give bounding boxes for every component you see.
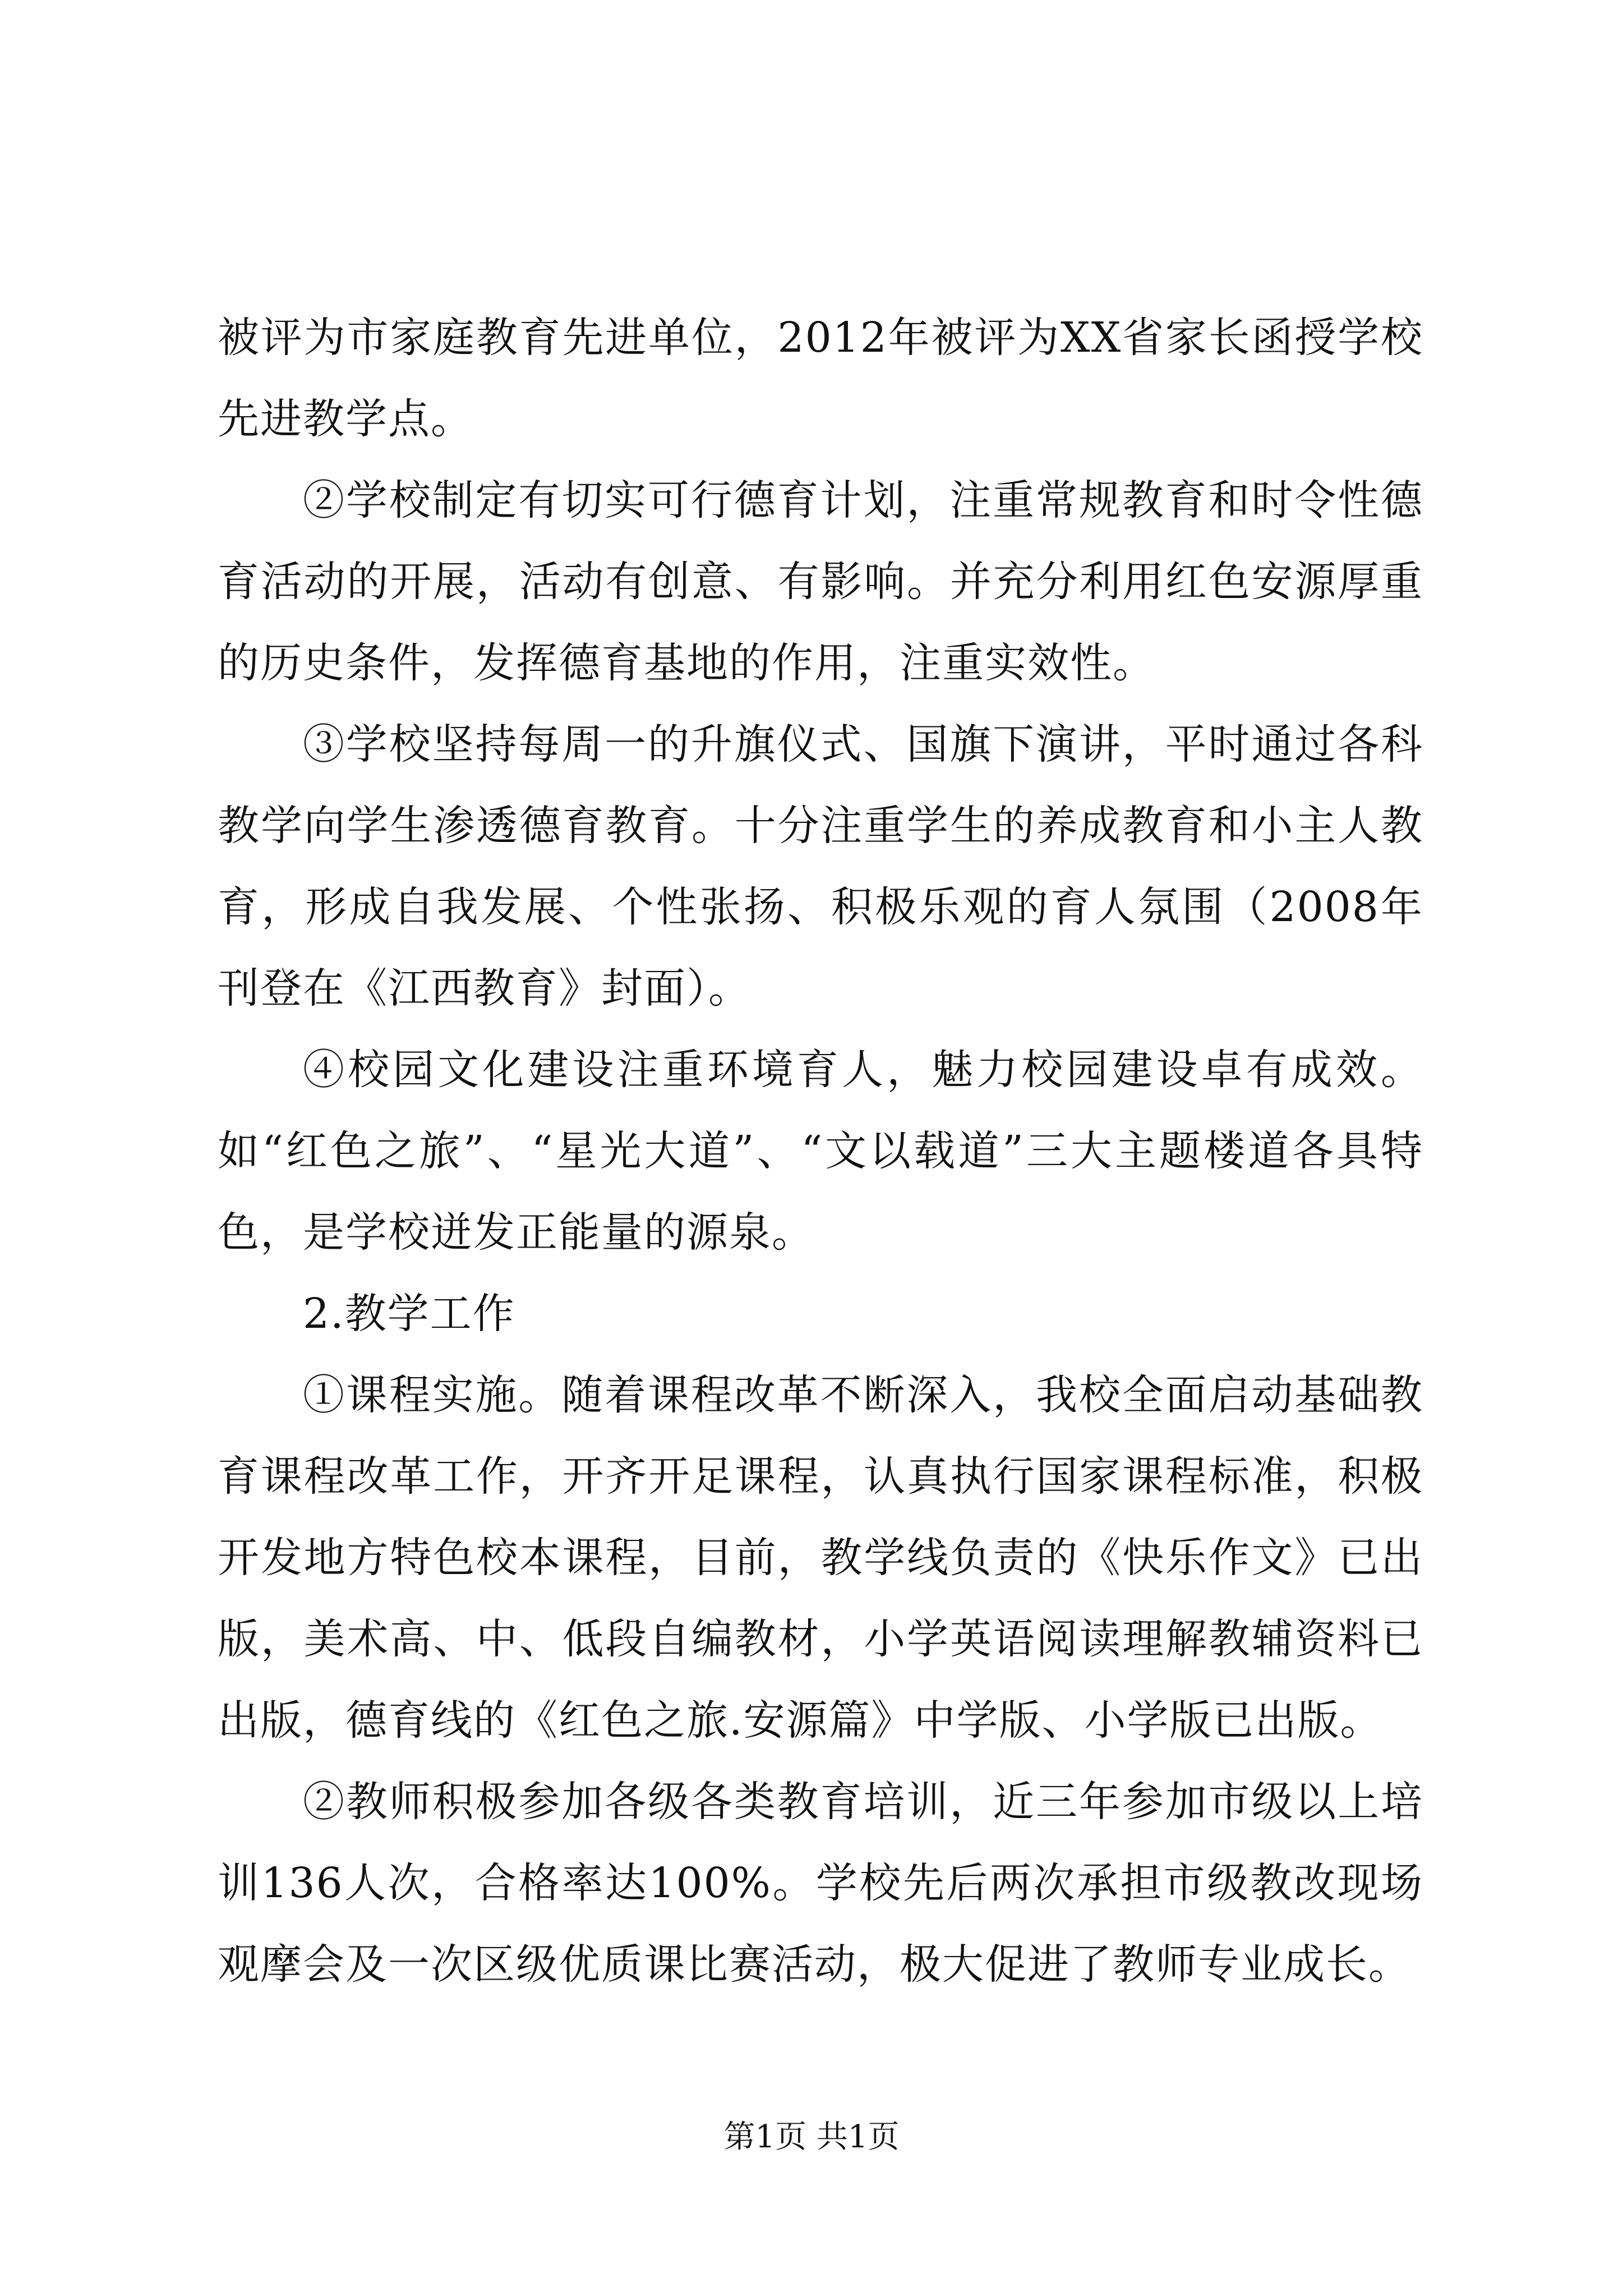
paragraph-flag-ceremony: ③学校坚持每周一的升旗仪式、国旗下演讲，平时通过各科教学向学生渗透德育教育。十分注重学生的养成教育和小主人教育，形成自我发展、个性张扬、积极乐观的育人氛围（2008年刊登在《江西教育》封面）。 [218,720,1423,1013]
paragraph-curriculum: ①课程实施。随着课程改革不断深入，我校全面启动基础教育课程改革工作，开齐开足课程，认真执行国家课程标准，积极开发地方特色校本课程，目前，教学线负责的《快乐作文》已出版，美术高、中、低段自编教材，小学英语阅读理解教辅资料已出版，德育线的《红色之旅.安源篇》中学版、小学版已出版。 [218,1371,1423,1745]
paragraph-teacher-training: ②教师积极参加各级各类教育培训，近三年参加市级以上培训136人次，合格率达100%。学校先后两次承担市级教改现场观摩会及一次区级优质课比赛活动，极大促进了教师专业成长。 [218,1778,1423,1989]
page-footer: 第1页 共1页 [723,2119,900,2155]
paragraph-moral-plan: ②学校制定有切实可行德育计划，注重常规教育和时令性德育活动的开展，活动有创意、有影响。并充分利用红色安源厚重的历史条件，发挥德育基地的作用，注重实效性。 [218,476,1423,687]
section-heading-teaching: 2.教学工作 [303,1290,515,1338]
document-body [218,297,1423,2005]
paragraph-continuation: 被评为市家庭教育先进单位，2012年被评为XX省家长函授学校先进教学点。 [218,314,1423,443]
paragraph-campus-culture: ④校园文化建设注重环境育人，魅力校园建设卓有成效。如“红色之旅”、“星光大道”、“文以载道”三大主题楼道各具特色，是学校迸发正能量的源泉。 [218,1046,1423,1257]
